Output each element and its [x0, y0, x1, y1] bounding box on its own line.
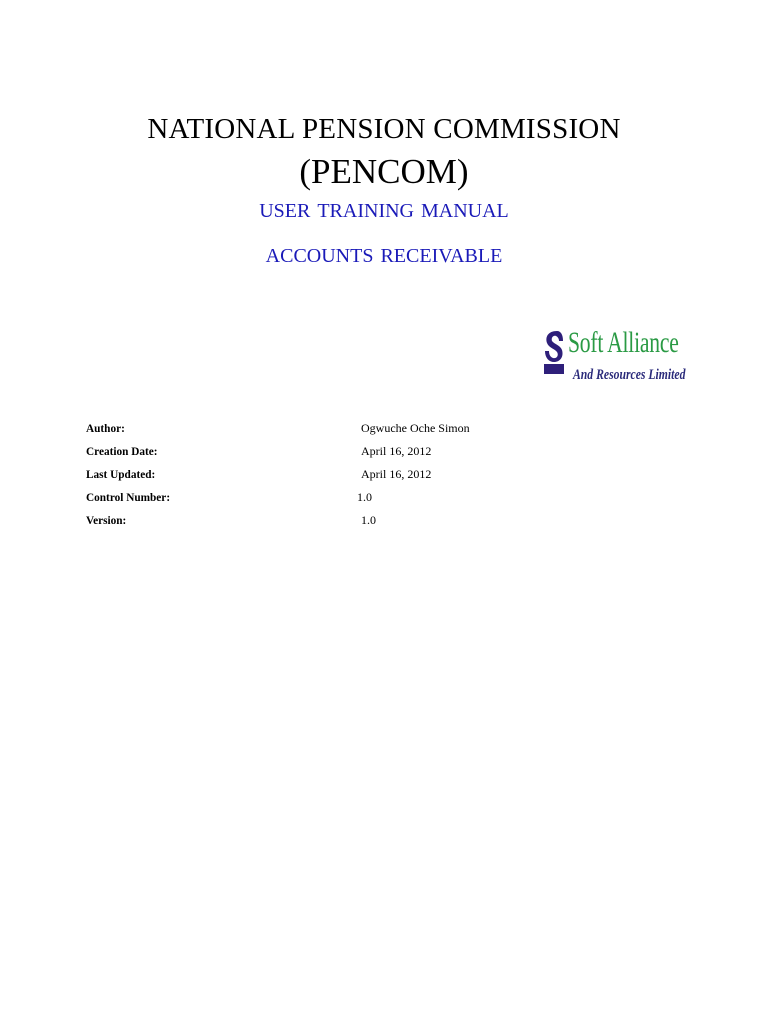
soft-alliance-s-mark-icon: [543, 328, 565, 376]
company-logo: [543, 326, 686, 388]
metadata-row-control-number: [0, 487, 768, 507]
metadata-row-author: [0, 418, 768, 438]
metadata-label: Control Number:: [86, 490, 171, 504]
metadata-value: Ogwuche Oche Simon: [361, 421, 470, 435]
metadata-value: April 16, 2012: [361, 467, 432, 481]
metadata-label: Author:: [86, 421, 125, 435]
document-subtitle-manual: user training manual: [259, 193, 509, 224]
metadata-value: 1.0: [361, 513, 376, 527]
metadata-value: 1.0: [357, 490, 372, 504]
metadata-label: Creation Date:: [86, 444, 158, 458]
logo-tagline: And Resources Limited: [573, 367, 686, 383]
metadata-row-creation-date: [0, 441, 768, 461]
metadata-label: Version:: [86, 513, 127, 527]
metadata-label: Last Updated:: [86, 467, 156, 481]
document-title: NATIONAL PENSION COMMISSION: [147, 113, 621, 145]
logo-company-name: Soft Alliance: [568, 326, 679, 359]
document-title-abbreviation: (PENCOM): [299, 152, 469, 191]
document-subtitle-module: accounts receivable: [265, 238, 503, 269]
metadata-value: April 16, 2012: [361, 444, 432, 458]
metadata-row-last-updated: [0, 464, 768, 484]
metadata-row-version: [0, 510, 768, 530]
